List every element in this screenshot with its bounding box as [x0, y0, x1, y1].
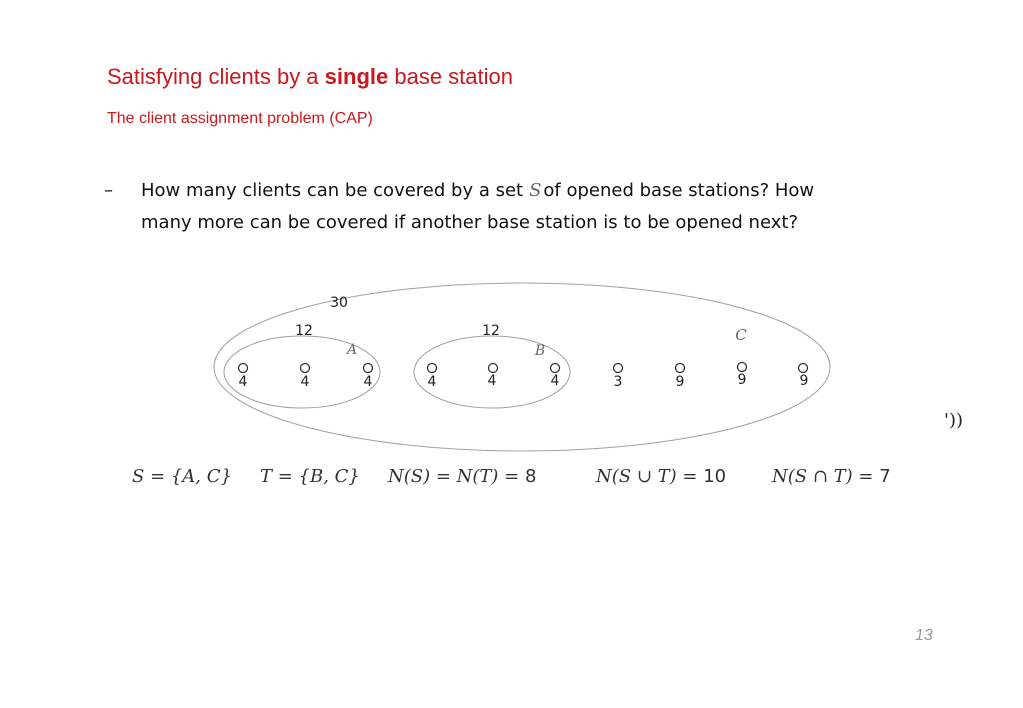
client-node — [489, 364, 498, 373]
formula-n-union-value: 10 — [703, 466, 727, 487]
formula-n-s — [388, 466, 536, 487]
formula-n-s-math: N(S) = N(T) = — [388, 466, 520, 487]
title-pre: Satisfying clients by a — [107, 64, 325, 89]
formula-n-union-math: N(S ∪ T) = — [596, 466, 698, 487]
client-weight: 3 — [613, 374, 623, 390]
client-weight: 9 — [675, 374, 685, 390]
client-weight: 4 — [363, 374, 373, 390]
client-node — [364, 364, 373, 373]
set-b-label: B — [534, 343, 546, 359]
formula-n-intersection — [772, 466, 891, 487]
set-a-count: 12 — [295, 323, 313, 339]
client-node — [738, 363, 747, 372]
formula-s — [132, 466, 232, 487]
client-node — [239, 364, 248, 373]
page-number: 13 — [915, 627, 933, 644]
client-weight: 4 — [427, 374, 437, 390]
client-node — [301, 364, 310, 373]
bullet-variable: S — [529, 180, 542, 201]
stray-fragment: ')) — [944, 410, 963, 431]
formula-n-union — [596, 466, 726, 487]
set-a-label: A — [346, 342, 358, 358]
formula-t — [260, 466, 360, 487]
client-weight: 4 — [300, 374, 310, 390]
formula-n-intersection-math: N(S ∩ T) = — [772, 466, 874, 487]
client-weight: 4 — [550, 373, 560, 389]
client-nodes — [239, 363, 808, 373]
bullet-line-2: many more can be covered if another base station is to be opened next? — [141, 212, 798, 233]
bullet-line1-post: of opened base stations? How — [543, 180, 815, 201]
client-node — [614, 364, 623, 373]
title-bold: single — [324, 64, 389, 89]
set-c-label: C — [735, 326, 747, 344]
client-node — [551, 364, 560, 373]
client-weight: 4 — [487, 373, 497, 389]
bullet-dash: – — [104, 180, 113, 201]
client-weight: 9 — [737, 372, 747, 388]
set-b-count: 12 — [482, 323, 500, 339]
client-node — [799, 364, 808, 373]
slide-subtitle: The client assignment problem (CAP) — [107, 110, 373, 127]
client-node — [428, 364, 437, 373]
client-weights — [239, 372, 809, 390]
client-weight: 4 — [238, 374, 248, 390]
formula-s-text: S = {A, C} — [132, 466, 232, 487]
title-post: base station — [388, 64, 513, 89]
client-weight: 9 — [799, 373, 809, 389]
client-node — [676, 364, 685, 373]
formula-t-text: T = {B, C} — [260, 466, 360, 487]
bullet-line1-pre: How many clients can be covered by a set — [141, 180, 524, 201]
set-c-count: 30 — [330, 295, 348, 311]
formula-n-s-value: 8 — [525, 466, 537, 487]
formula-n-intersection-value: 7 — [879, 466, 891, 487]
